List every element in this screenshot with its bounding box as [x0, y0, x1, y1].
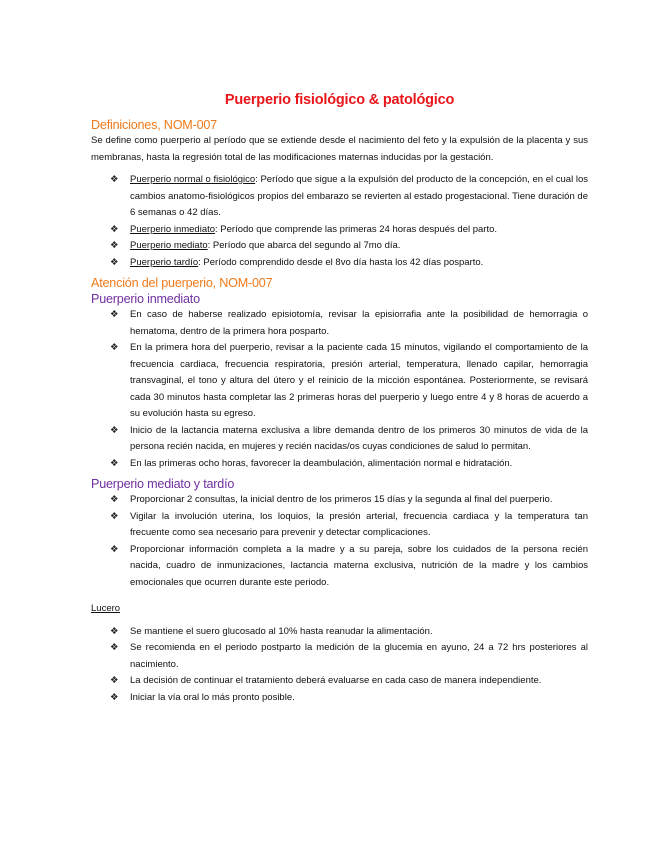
diamond-bullet-icon: ❖ — [110, 625, 119, 637]
definition-text: : Período que sigue a la expulsión del producto de la concepción, en el cual los cambios anatomo-fisiológicos propios del embarazo se revierten al estado progestacional. Tiene duración de 6 semanas o 42 días. — [130, 174, 588, 218]
diamond-bullet-icon: ❖ — [110, 240, 119, 251]
atencion-heading: Atención del puerperio, NOM-007 — [91, 276, 273, 290]
list-item — [110, 172, 588, 222]
list-item-text: Proporcionar 2 consultas, la inicial dentro de los primeros 15 días y la segunda al final del puerperio. — [130, 494, 553, 505]
list-item — [110, 238, 588, 255]
diamond-bullet-icon: ❖ — [110, 256, 119, 268]
diamond-bullet-icon: ❖ — [110, 223, 119, 235]
diamond-bullet-icon: ❖ — [110, 675, 119, 686]
definiciones-intro: Se define como puerperio al período que se extiende desde el nacimiento del feto y la expulsión de la placenta y sus membranas, hasta la regresión total de las modificaciones maternas inducidas por la gestación. — [91, 135, 588, 163]
definition-text: : Período que abarca del segundo al 7mo día. — [207, 240, 401, 251]
diamond-bullet-icon: ❖ — [110, 309, 119, 320]
inmediato-list — [91, 307, 588, 472]
list-item-text: Se mantiene el suero glucosado al 10% hasta reanudar la alimentación. — [130, 625, 433, 637]
list-item — [110, 307, 588, 340]
definition-term: Puerperio normal o fisiológico — [130, 174, 256, 185]
list-item — [110, 673, 588, 690]
diamond-bullet-icon: ❖ — [110, 543, 119, 555]
list-item-text: La decisión de continuar el tratamiento deberá evaluarse en cada caso de manera independiente. — [130, 675, 542, 686]
list-item — [110, 542, 588, 592]
list-item — [110, 423, 588, 456]
list-item — [110, 690, 588, 707]
list-item — [110, 492, 588, 509]
diamond-bullet-icon: ❖ — [110, 424, 119, 436]
list-item-text: En las primeras ocho horas, favorecer la deambulación, alimentación normal e hidratación. — [130, 457, 513, 469]
list-item — [110, 640, 588, 673]
list-item — [110, 255, 588, 272]
list-item-text: En la primera hora del puerperio, revisar a la paciente cada 15 minutos, vigilando el comportamiento de la frecuencia cardiaca, frecuencia respiratoria, presión arterial, temperatura, llenado capilar, hemorragia transvaginal, el tono y altura del útero y el reinicio de la micción espontánea. Posteriormente, se revisará cada 30 minutos hasta completar las 2 primeras horas del puerperio y luego entre 4 y 8 horas de acuerdo a su evolución hasta su egreso. — [130, 342, 588, 419]
diamond-bullet-icon: ❖ — [110, 174, 119, 185]
lucero-heading: Lucero — [91, 603, 121, 614]
page-title: Puerperio fisiológico & patológico — [224, 92, 455, 108]
definition-term: Puerperio inmediato — [130, 223, 216, 235]
mediato-list — [91, 492, 588, 591]
diamond-bullet-icon: ❖ — [110, 510, 119, 522]
list-item-text: Vigilar la involución uterina, los loquios, la presión arterial, frecuencia cardiaca y la temperatura tan frecuente como sea necesario para prevenir y detectar complicaciones. — [130, 510, 588, 538]
list-item-text: En caso de haberse realizado episiotomía, revisar la episiorrafia ante la posibilidad de hemorragia o hematoma, dentro de la primera hora posparto. — [130, 309, 588, 337]
list-item — [110, 456, 588, 473]
list-item-text: Proporcionar información completa a la madre y a su pareja, sobre los cuidados de la persona recién nacida, cuadro de inmunizaciones, lactancia materna exclusiva, nutrición de la madre y los cambios emocionales que ocurren durante este periodo. — [130, 543, 588, 588]
list-item — [110, 509, 588, 542]
diamond-bullet-icon: ❖ — [110, 342, 119, 353]
definiciones-list — [91, 172, 588, 271]
diamond-bullet-icon: ❖ — [110, 642, 119, 653]
list-item — [110, 624, 588, 641]
list-item-text: Iniciar la vía oral lo más pronto posible. — [130, 691, 295, 703]
definition-term: Puerperio mediato — [130, 240, 208, 251]
definition-text: : Período que comprende las primeras 24 horas después del parto. — [215, 223, 498, 235]
lucero-list — [91, 624, 588, 707]
definition-term: Puerperio tardío — [130, 256, 199, 268]
list-item-text: Inicio de la lactancia materna exclusiva a libre demanda dentro de los primeros 30 minutos de vida de la persona recién nacida, en mujeres y recién nacidas/os cuyas condiciones de salud lo permitan. — [130, 424, 588, 452]
list-item-text: Se recomienda en el periodo postparto la medición de la glucemia en ayuno, 24 a 72 hrs posteriores al nacimiento. — [130, 642, 588, 670]
diamond-bullet-icon: ❖ — [110, 457, 119, 469]
list-item — [110, 340, 588, 423]
definition-text: : Período comprendido desde el 8vo día hasta los 42 días posparto. — [198, 256, 484, 268]
diamond-bullet-icon: ❖ — [110, 691, 119, 703]
mediato-heading: Puerperio mediato y tardío — [91, 477, 235, 491]
definiciones-heading: Definiciones, NOM-007 — [91, 118, 217, 132]
inmediato-heading: Puerperio inmediato — [91, 292, 200, 306]
list-item — [110, 222, 588, 239]
diamond-bullet-icon: ❖ — [110, 494, 119, 505]
